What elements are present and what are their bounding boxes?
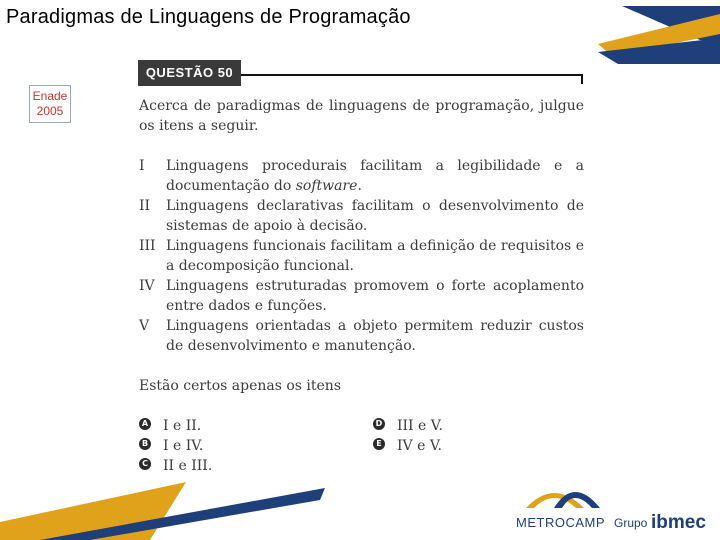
option-b <box>139 436 203 456</box>
option-letter-icon: A <box>139 418 151 430</box>
question-header: QUESTÃO 50 <box>138 60 241 86</box>
metrocamp-ibmec-logo <box>514 478 714 536</box>
option-d <box>373 416 443 436</box>
logo-brand: METROCAMP <box>516 515 605 530</box>
statement-number: III <box>139 238 156 254</box>
statement-item <box>139 196 584 236</box>
question-intro: Acerca de paradigmas de linguagens de programação, julgue os itens a seguir. <box>139 98 584 134</box>
bottom-stripe-gold <box>0 482 186 540</box>
top-stripe-gold <box>598 14 720 56</box>
tag-line-1: Enade <box>32 89 68 103</box>
enade-tag <box>29 85 71 123</box>
option-text: I e IV. <box>163 438 204 454</box>
statement-item <box>139 156 584 196</box>
option-letter-icon: C <box>139 458 151 470</box>
statement-number: II <box>139 198 151 214</box>
statement-text: Linguagens funcionais facilitam a definição de requisitos e a decomposição funcional. <box>166 238 584 274</box>
statement-number: V <box>139 318 150 334</box>
top-stripe-navy <box>622 6 720 40</box>
statement-item <box>139 276 584 316</box>
tag-line-2: 2005 <box>36 104 64 118</box>
statement-number: IV <box>139 278 155 294</box>
question-rule <box>241 74 582 76</box>
answer-options <box>139 416 589 480</box>
statement-text: Linguagens procedurais facilitam a legibilidade e a documentação do software. <box>166 158 584 194</box>
statement-number: I <box>139 158 145 174</box>
logo-group-brand: ibmec <box>651 512 706 533</box>
option-text: IV e V. <box>397 438 442 454</box>
statement-text: Linguagens orientadas a objeto permitem reduzir custos de desenvolvimento e manutenção. <box>166 318 584 354</box>
top-stripe-navy-lower <box>598 38 720 64</box>
question-stem: Estão certos apenas os itens <box>139 378 342 394</box>
option-c <box>139 456 212 476</box>
question-rule-tick <box>581 74 583 84</box>
option-text: I e II. <box>163 418 202 434</box>
option-text: III e V. <box>397 418 443 434</box>
option-letter-icon: B <box>139 438 151 450</box>
statement-item <box>139 316 584 356</box>
option-e <box>373 436 442 456</box>
option-letter-icon: E <box>373 438 385 450</box>
option-a <box>139 416 201 436</box>
statement-item <box>139 236 584 276</box>
statement-text: Linguagens estruturadas promovem o forte acoplamento entre dados e funções. <box>166 278 584 314</box>
logo-group-word: Grupo <box>614 516 648 530</box>
slide-title: Paradigmas de Linguagens de Programação <box>6 6 411 28</box>
option-text: II e III. <box>163 458 213 474</box>
statement-list <box>139 156 584 356</box>
statement-text: Linguagens declarativas facilitam o desenvolvimento de sistemas de apoio à decisão. <box>166 198 584 234</box>
bottom-stripe-navy <box>40 488 325 540</box>
option-letter-icon: D <box>373 418 385 430</box>
